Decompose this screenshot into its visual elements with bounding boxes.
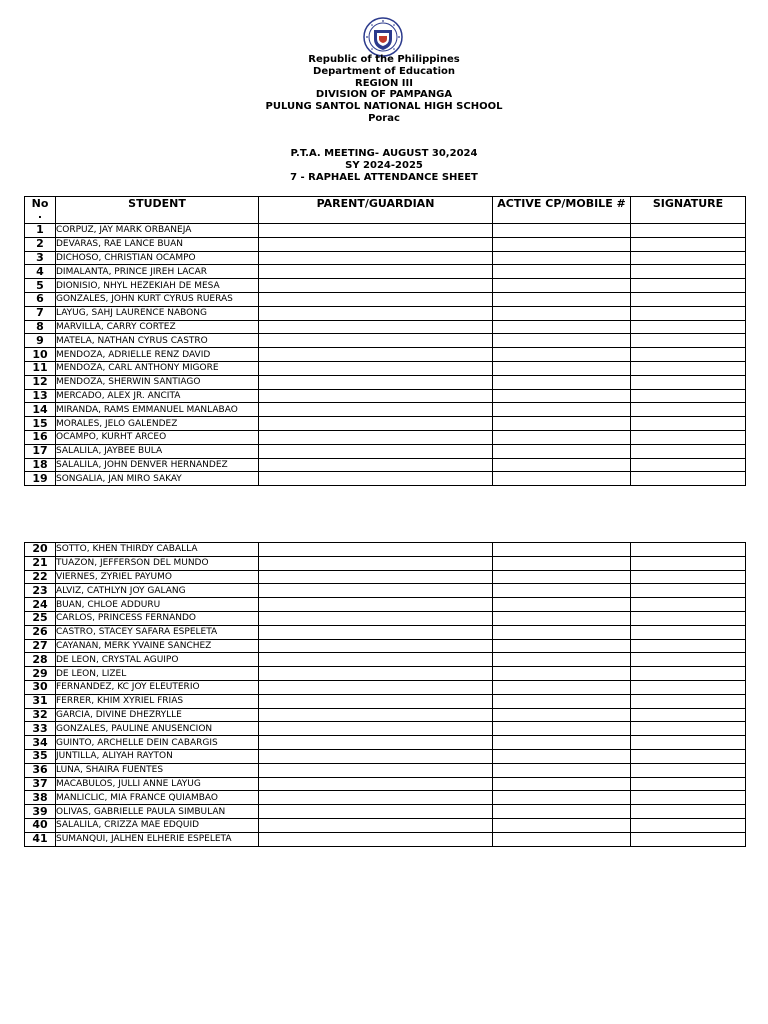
student-name: MORALES, JELO GALENDEZ [56, 417, 259, 431]
column-header-parent: PARENT/GUARDIAN [259, 197, 493, 224]
student-name: DIONISIO, NHYL HEZEKIAH DE MESA [56, 279, 259, 293]
row-number: 5 [25, 279, 56, 293]
parent-guardian-cell[interactable] [259, 805, 493, 819]
mobile-number-cell[interactable] [493, 320, 631, 334]
signature-cell[interactable] [631, 611, 746, 625]
parent-guardian-cell[interactable] [259, 777, 493, 791]
parent-guardian-cell[interactable] [259, 237, 493, 251]
student-name: MENDOZA, ADRIELLE RENZ DAVID [56, 348, 259, 362]
mobile-number-cell[interactable] [493, 375, 631, 389]
table-row [25, 805, 746, 819]
row-number: 19 [25, 472, 56, 486]
student-name: DICHOSO, CHRISTIAN OCAMPO [56, 251, 259, 265]
mobile-number-cell[interactable] [493, 556, 631, 570]
parent-guardian-cell[interactable] [259, 722, 493, 736]
parent-guardian-cell[interactable] [259, 334, 493, 348]
table-row [25, 570, 746, 584]
sheet-title: 7 - RAPHAEL ATTENDANCE SHEET [290, 171, 478, 183]
row-number: 22 [25, 570, 56, 584]
row-number: 12 [25, 375, 56, 389]
student-name: SUMANQUI, JALHEN ELHERIE ESPELETA [56, 832, 259, 846]
row-number: 41 [25, 832, 56, 846]
table-row [25, 736, 746, 750]
table-row [25, 584, 746, 598]
header-line: REGION III [355, 77, 413, 89]
mobile-number-cell[interactable] [493, 639, 631, 653]
signature-cell[interactable] [631, 224, 746, 238]
parent-guardian-cell[interactable] [259, 430, 493, 444]
mobile-number-cell[interactable] [493, 598, 631, 612]
parent-guardian-cell[interactable] [259, 458, 493, 472]
student-name: MANLICLIC, MIA FRANCE QUIAMBAO [56, 791, 259, 805]
row-number: 32 [25, 708, 56, 722]
parent-guardian-cell[interactable] [259, 680, 493, 694]
column-header-signature: SIGNATURE [631, 197, 746, 224]
row-number: 39 [25, 805, 56, 819]
signature-cell[interactable] [631, 680, 746, 694]
parent-guardian-cell[interactable] [259, 417, 493, 431]
parent-guardian-cell[interactable] [259, 543, 493, 557]
signature-cell[interactable] [631, 306, 746, 320]
row-number: 14 [25, 403, 56, 417]
student-name: GARCIA, DIVINE DHEZRYLLE [56, 708, 259, 722]
parent-guardian-cell[interactable] [259, 708, 493, 722]
table-row [25, 361, 746, 375]
agency-header [0, 54, 768, 125]
signature-cell[interactable] [631, 361, 746, 375]
student-name: OCAMPO, KURHT ARCEO [56, 430, 259, 444]
parent-guardian-cell[interactable] [259, 251, 493, 265]
student-name: CAYANAN, MERK YVAINE SANCHEZ [56, 639, 259, 653]
row-number: 10 [25, 348, 56, 362]
mobile-number-cell[interactable] [493, 430, 631, 444]
parent-guardian-cell[interactable] [259, 694, 493, 708]
mobile-number-cell[interactable] [493, 279, 631, 293]
mobile-number-cell[interactable] [493, 361, 631, 375]
table-row [25, 265, 746, 279]
row-number: 4 [25, 265, 56, 279]
signature-cell[interactable] [631, 430, 746, 444]
mobile-number-cell[interactable] [493, 708, 631, 722]
mobile-number-cell[interactable] [493, 763, 631, 777]
mobile-number-cell[interactable] [493, 306, 631, 320]
parent-guardian-cell[interactable] [259, 348, 493, 362]
student-name: CASTRO, STACEY SAFARA ESPELETA [56, 625, 259, 639]
table-row [25, 430, 746, 444]
table-row [25, 639, 746, 653]
parent-guardian-cell[interactable] [259, 444, 493, 458]
parent-guardian-cell[interactable] [259, 584, 493, 598]
parent-guardian-cell[interactable] [259, 224, 493, 238]
mobile-number-cell[interactable] [493, 680, 631, 694]
parent-guardian-cell[interactable] [259, 749, 493, 763]
parent-guardian-cell[interactable] [259, 292, 493, 306]
signature-cell[interactable] [631, 265, 746, 279]
row-number: 36 [25, 763, 56, 777]
table-row [25, 791, 746, 805]
mobile-number-cell[interactable] [493, 805, 631, 819]
row-number: 34 [25, 736, 56, 750]
signature-cell[interactable] [631, 458, 746, 472]
row-number: 23 [25, 584, 56, 598]
mobile-number-cell[interactable] [493, 570, 631, 584]
column-header-no [25, 197, 56, 224]
signature-cell[interactable] [631, 722, 746, 736]
student-name: MARVILLA, CARRY CORTEZ [56, 320, 259, 334]
student-name: ALVIZ, CATHLYN JOY GALANG [56, 584, 259, 598]
column-header-no-label: No [31, 197, 49, 210]
row-number: 15 [25, 417, 56, 431]
table-row [25, 749, 746, 763]
signature-cell[interactable] [631, 625, 746, 639]
table-row [25, 458, 746, 472]
row-number: 30 [25, 680, 56, 694]
row-number: 20 [25, 543, 56, 557]
mobile-number-cell[interactable] [493, 749, 631, 763]
signature-cell[interactable] [631, 556, 746, 570]
signature-cell[interactable] [631, 444, 746, 458]
row-number: 11 [25, 361, 56, 375]
table-row [25, 556, 746, 570]
student-name: OLIVAS, GABRIELLE PAULA SIMBULAN [56, 805, 259, 819]
student-name: FERRER, KHIM XYRIEL FRIAS [56, 694, 259, 708]
parent-guardian-cell[interactable] [259, 639, 493, 653]
mobile-number-cell[interactable] [493, 736, 631, 750]
parent-guardian-cell[interactable] [259, 625, 493, 639]
signature-cell[interactable] [631, 763, 746, 777]
row-number: 17 [25, 444, 56, 458]
parent-guardian-cell[interactable] [259, 667, 493, 681]
table-row [25, 251, 746, 265]
table-row [25, 237, 746, 251]
student-name: MENDOZA, SHERWIN SANTIAGO [56, 375, 259, 389]
row-number: 1 [25, 224, 56, 238]
mobile-number-cell[interactable] [493, 417, 631, 431]
parent-guardian-cell[interactable] [259, 472, 493, 486]
student-name: DE LEON, LIZEL [56, 667, 259, 681]
table-row [25, 444, 746, 458]
signature-cell[interactable] [631, 584, 746, 598]
header-line: Republic of the Philippines [308, 54, 460, 65]
mobile-number-cell[interactable] [493, 444, 631, 458]
table-row [25, 224, 746, 238]
mobile-number-cell[interactable] [493, 722, 631, 736]
mobile-number-cell[interactable] [493, 667, 631, 681]
parent-guardian-cell[interactable] [259, 403, 493, 417]
header-line: Department of Education [313, 65, 455, 77]
student-name: CARLOS, PRINCESS FERNANDO [56, 611, 259, 625]
attendance-table [24, 196, 746, 486]
column-header-mobile: ACTIVE CP/MOBILE # [493, 197, 631, 224]
table-row [25, 763, 746, 777]
student-name: BUAN, CHLOE ADDURU [56, 598, 259, 612]
student-name: FERNANDEZ, KC JOY ELEUTERIO [56, 680, 259, 694]
row-number: 6 [25, 292, 56, 306]
student-name: VIERNES, ZYRIEL PAYUMO [56, 570, 259, 584]
student-name: DEVARAS, RAE LANCE BUAN [56, 237, 259, 251]
deped-seal-icon [363, 17, 403, 57]
student-name: DE LEON, CRYSTAL AGUIPO [56, 653, 259, 667]
attendance-table-continued [24, 542, 746, 847]
table-row [25, 694, 746, 708]
row-number: 38 [25, 791, 56, 805]
row-number: 7 [25, 306, 56, 320]
parent-guardian-cell[interactable] [259, 556, 493, 570]
column-header-student: STUDENT [56, 197, 259, 224]
table-row [25, 306, 746, 320]
mobile-number-cell[interactable] [493, 625, 631, 639]
mobile-number-cell[interactable] [493, 458, 631, 472]
table-row [25, 348, 746, 362]
table-row [25, 777, 746, 791]
student-name: SALALILA, CRIZZA MAE EDQUID [56, 818, 259, 832]
student-name: SONGALIA, JAN MIRO SAKAY [56, 472, 259, 486]
signature-cell[interactable] [631, 334, 746, 348]
column-header-no-dot: . [37, 208, 43, 221]
signature-cell[interactable] [631, 832, 746, 846]
mobile-number-cell[interactable] [493, 265, 631, 279]
row-number: 3 [25, 251, 56, 265]
header-line: Porac [368, 112, 400, 124]
row-number: 18 [25, 458, 56, 472]
student-name: MACABULOS, JULLI ANNE LAYUG [56, 777, 259, 791]
student-name: SALALILA, JOHN DENVER HERNANDEZ [56, 458, 259, 472]
mobile-number-cell[interactable] [493, 777, 631, 791]
parent-guardian-cell[interactable] [259, 320, 493, 334]
row-number: 13 [25, 389, 56, 403]
parent-guardian-cell[interactable] [259, 279, 493, 293]
mobile-number-cell[interactable] [493, 791, 631, 805]
signature-cell[interactable] [631, 708, 746, 722]
signature-cell[interactable] [631, 736, 746, 750]
table-row [25, 389, 746, 403]
row-number: 29 [25, 667, 56, 681]
student-name: CORPUZ, JAY MARK ORBANEJA [56, 224, 259, 238]
table-row [25, 680, 746, 694]
student-name: LAYUG, SAHJ LAURENCE NABONG [56, 306, 259, 320]
parent-guardian-cell[interactable] [259, 653, 493, 667]
attendance-table-body [25, 543, 746, 847]
mobile-number-cell[interactable] [493, 584, 631, 598]
student-name: SOTTO, KHEN THIRDY CABALLA [56, 543, 259, 557]
signature-cell[interactable] [631, 694, 746, 708]
table-row [25, 653, 746, 667]
table-row [25, 543, 746, 557]
attendance-table-body [25, 224, 746, 486]
signature-cell[interactable] [631, 472, 746, 486]
row-number: 28 [25, 653, 56, 667]
row-number: 24 [25, 598, 56, 612]
table-row [25, 417, 746, 431]
parent-guardian-cell[interactable] [259, 611, 493, 625]
table-row [25, 722, 746, 736]
signature-cell[interactable] [631, 237, 746, 251]
signature-cell[interactable] [631, 653, 746, 667]
row-number: 9 [25, 334, 56, 348]
row-number: 27 [25, 639, 56, 653]
parent-guardian-cell[interactable] [259, 361, 493, 375]
signature-cell[interactable] [631, 749, 746, 763]
student-name: JUNTILLA, ALIYAH RAYTON [56, 749, 259, 763]
signature-cell[interactable] [631, 777, 746, 791]
student-name: MERCADO, ALEX JR. ANCITA [56, 389, 259, 403]
mobile-number-cell[interactable] [493, 472, 631, 486]
mobile-number-cell[interactable] [493, 334, 631, 348]
table-row [25, 625, 746, 639]
student-name: GUINTO, ARCHELLE DEIN CABARGIS [56, 736, 259, 750]
signature-cell[interactable] [631, 598, 746, 612]
table-row [25, 320, 746, 334]
row-number: 25 [25, 611, 56, 625]
row-number: 16 [25, 430, 56, 444]
table-row [25, 472, 746, 486]
mobile-number-cell[interactable] [493, 403, 631, 417]
parent-guardian-cell[interactable] [259, 389, 493, 403]
row-number: 33 [25, 722, 56, 736]
signature-cell[interactable] [631, 667, 746, 681]
student-name: SALALILA, JAYBEE BULA [56, 444, 259, 458]
row-number: 40 [25, 818, 56, 832]
student-name: GONZALES, JOHN KURT CYRUS RUERAS [56, 292, 259, 306]
signature-cell[interactable] [631, 389, 746, 403]
parent-guardian-cell[interactable] [259, 598, 493, 612]
signature-cell[interactable] [631, 805, 746, 819]
signature-cell[interactable] [631, 791, 746, 805]
student-name: MENDOZA, CARL ANTHONY MIGORE [56, 361, 259, 375]
row-number: 31 [25, 694, 56, 708]
parent-guardian-cell[interactable] [259, 306, 493, 320]
signature-cell[interactable] [631, 639, 746, 653]
mobile-number-cell[interactable] [493, 694, 631, 708]
school-year: SY 2024-2025 [345, 159, 423, 171]
signature-cell[interactable] [631, 403, 746, 417]
meeting-title: P.T.A. MEETING- AUGUST 30,2024 [290, 148, 478, 159]
table-row [25, 832, 746, 846]
mobile-number-cell[interactable] [493, 818, 631, 832]
row-number: 8 [25, 320, 56, 334]
meeting-header [0, 148, 768, 183]
mobile-number-cell[interactable] [493, 237, 631, 251]
parent-guardian-cell[interactable] [259, 832, 493, 846]
mobile-number-cell[interactable] [493, 543, 631, 557]
header-line: DIVISION OF PAMPANGA [315, 89, 453, 101]
signature-cell[interactable] [631, 375, 746, 389]
signature-cell[interactable] [631, 292, 746, 306]
parent-guardian-cell[interactable] [259, 763, 493, 777]
table-row [25, 818, 746, 832]
mobile-number-cell[interactable] [493, 224, 631, 238]
table-row [25, 611, 746, 625]
parent-guardian-cell[interactable] [259, 570, 493, 584]
table-row [25, 598, 746, 612]
mobile-number-cell[interactable] [493, 653, 631, 667]
mobile-number-cell[interactable] [493, 611, 631, 625]
mobile-number-cell[interactable] [493, 292, 631, 306]
table-header-row [25, 197, 746, 224]
student-name: DIMALANTA, PRINCE JIREH LACAR [56, 265, 259, 279]
signature-cell[interactable] [631, 417, 746, 431]
student-name: TUAZON, JEFFERSON DEL MUNDO [56, 556, 259, 570]
signature-cell[interactable] [631, 818, 746, 832]
parent-guardian-cell[interactable] [259, 375, 493, 389]
row-number: 26 [25, 625, 56, 639]
signature-cell[interactable] [631, 348, 746, 362]
table-row [25, 403, 746, 417]
row-number: 2 [25, 237, 56, 251]
header-line: PULUNG SANTOL NATIONAL HIGH SCHOOL [265, 101, 503, 113]
student-name: MIRANDA, RAMS EMMANUEL MANLABAO [56, 403, 259, 417]
table-row [25, 708, 746, 722]
row-number: 35 [25, 749, 56, 763]
student-name: GONZALES, PAULINE ANUSENCION [56, 722, 259, 736]
mobile-number-cell[interactable] [493, 832, 631, 846]
mobile-number-cell[interactable] [493, 348, 631, 362]
mobile-number-cell[interactable] [493, 251, 631, 265]
parent-guardian-cell[interactable] [259, 265, 493, 279]
table-row [25, 667, 746, 681]
parent-guardian-cell[interactable] [259, 791, 493, 805]
student-name: MATELA, NATHAN CYRUS CASTRO [56, 334, 259, 348]
row-number: 37 [25, 777, 56, 791]
signature-cell[interactable] [631, 320, 746, 334]
table-row [25, 279, 746, 293]
table-row [25, 292, 746, 306]
student-name: LUNA, SHAIRA FUENTES [56, 763, 259, 777]
parent-guardian-cell[interactable] [259, 736, 493, 750]
table-row [25, 375, 746, 389]
signature-cell[interactable] [631, 570, 746, 584]
mobile-number-cell[interactable] [493, 389, 631, 403]
table-row [25, 334, 746, 348]
row-number: 21 [25, 556, 56, 570]
parent-guardian-cell[interactable] [259, 818, 493, 832]
signature-cell[interactable] [631, 251, 746, 265]
signature-cell[interactable] [631, 543, 746, 557]
signature-cell[interactable] [631, 279, 746, 293]
